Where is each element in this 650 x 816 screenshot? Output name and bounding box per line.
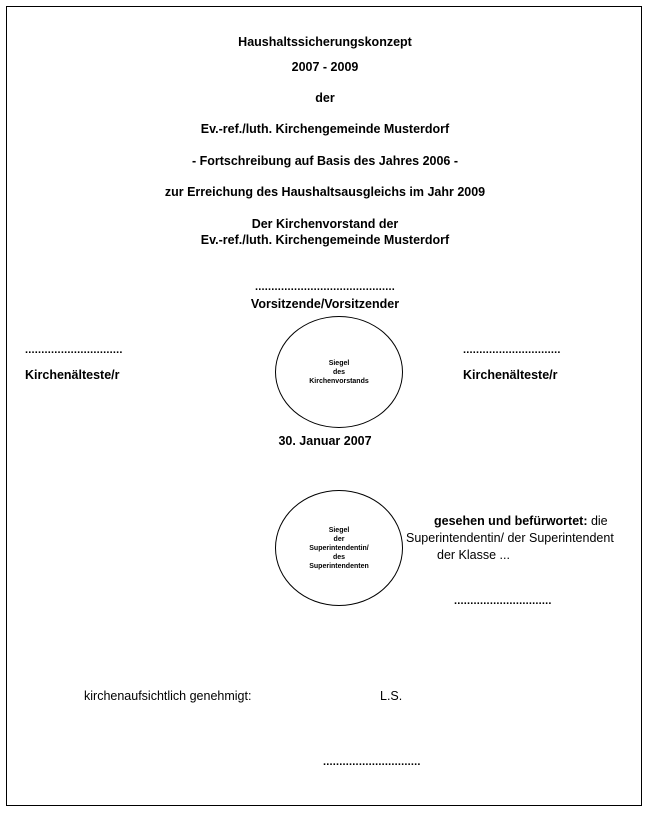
doc-der: der <box>315 91 335 105</box>
elder-right-signature-line: .............................. <box>463 344 561 356</box>
seal-text: Siegel <box>328 359 350 367</box>
endorsement-text: die <box>587 514 608 528</box>
chair-signature-line: ........................................... <box>254 281 395 293</box>
seal-text: des <box>332 553 346 561</box>
approval-ls: L.S. <box>380 689 403 703</box>
seal-text: der <box>333 535 345 543</box>
doc-goal: zur Erreichung des Haushaltsausgleichs im Jahr 2009 <box>164 185 486 199</box>
doc-title: Haushaltssicherungskonzept <box>238 35 412 49</box>
elder-left-label: Kirchenälteste/r <box>25 368 120 382</box>
elder-right-label: Kirchenälteste/r <box>463 368 558 382</box>
seal-text: des <box>332 368 346 376</box>
seal-text: Superintendenten <box>309 562 369 570</box>
seal-text: Siegel <box>328 526 350 534</box>
superintendent-seal <box>275 490 403 606</box>
approval-label: kirchenaufsichtlich genehmigt: <box>84 689 252 703</box>
elder-left-signature-line: .............................. <box>25 344 123 356</box>
doc-period: 2007 - 2009 <box>291 60 359 74</box>
chair-label: Vorsitzende/Vorsitzender <box>250 297 400 311</box>
superintendent-signature-line: .............................. <box>454 595 552 607</box>
seal-text: Superintendentin/ <box>309 544 369 552</box>
approval-signature-line: .............................. <box>323 756 421 768</box>
doc-parish: Ev.-ref./luth. Kirchengemeinde Musterdorf <box>200 122 450 136</box>
endorsement-line3: der Klasse ... <box>437 548 510 562</box>
endorsement-heading: gesehen und befürwortet: <box>434 514 588 528</box>
endorsement-line2: Superintendentin/ der Superintendent <box>406 531 614 545</box>
signing-date: 30. Januar 2007 <box>278 434 372 448</box>
endorsement-line1 <box>434 514 608 528</box>
doc-council-parish: Ev.-ref./luth. Kirchengemeinde Musterdorf <box>200 233 450 247</box>
council-seal <box>275 316 403 428</box>
seal-text: Kirchenvorstands <box>309 377 369 385</box>
doc-update-note: - Fortschreibung auf Basis des Jahres 2006 - <box>191 154 459 168</box>
doc-council: Der Kirchenvorstand der <box>251 217 399 231</box>
